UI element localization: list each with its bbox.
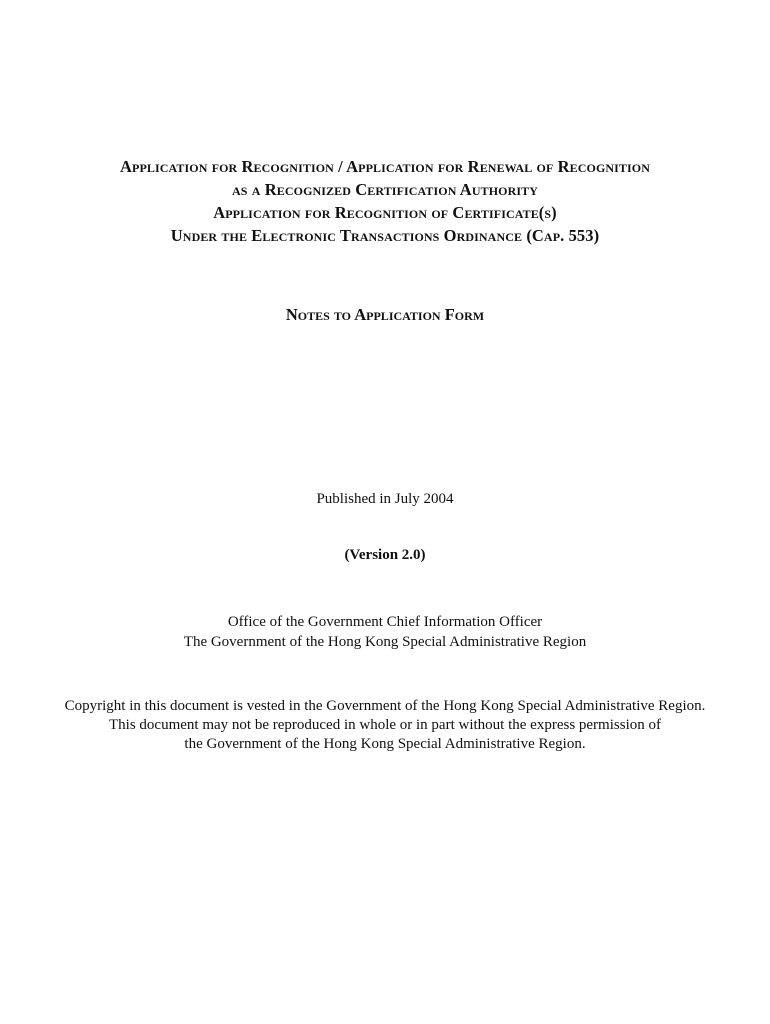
title-line-4: Under the Electronic Transactions Ordinance (Cap. 553) — [170, 226, 600, 245]
copyright-line-3: the Government of the Hong Kong Special Administrative Region. — [184, 736, 586, 752]
title-line-1: Application for Recognition / Application for Renewal of Recognition — [120, 157, 650, 176]
issuing-office — [0, 612, 770, 652]
copyright-line-1: Copyright in this document is vested in the Government of the Hong Kong Special Administrative Region. — [64, 698, 706, 714]
version-label: (Version 2.0) — [344, 547, 426, 563]
copyright-notice — [0, 697, 770, 754]
office-line-2: The Government of the Hong Kong Special Administrative Region — [183, 634, 587, 650]
office-line-1: Office of the Government Chief Information Officer — [227, 614, 543, 630]
document-title — [0, 155, 770, 247]
notes-heading: Notes to Application Form — [285, 305, 485, 324]
publication-date: Published in July 2004 — [316, 491, 454, 507]
title-line-3: Application for Recognition of Certificate(s) — [213, 203, 557, 222]
title-line-2: as a Recognized Certification Authority — [232, 180, 538, 199]
copyright-line-2: This document may not be reproduced in whole or in part without the express permission of — [109, 717, 661, 733]
